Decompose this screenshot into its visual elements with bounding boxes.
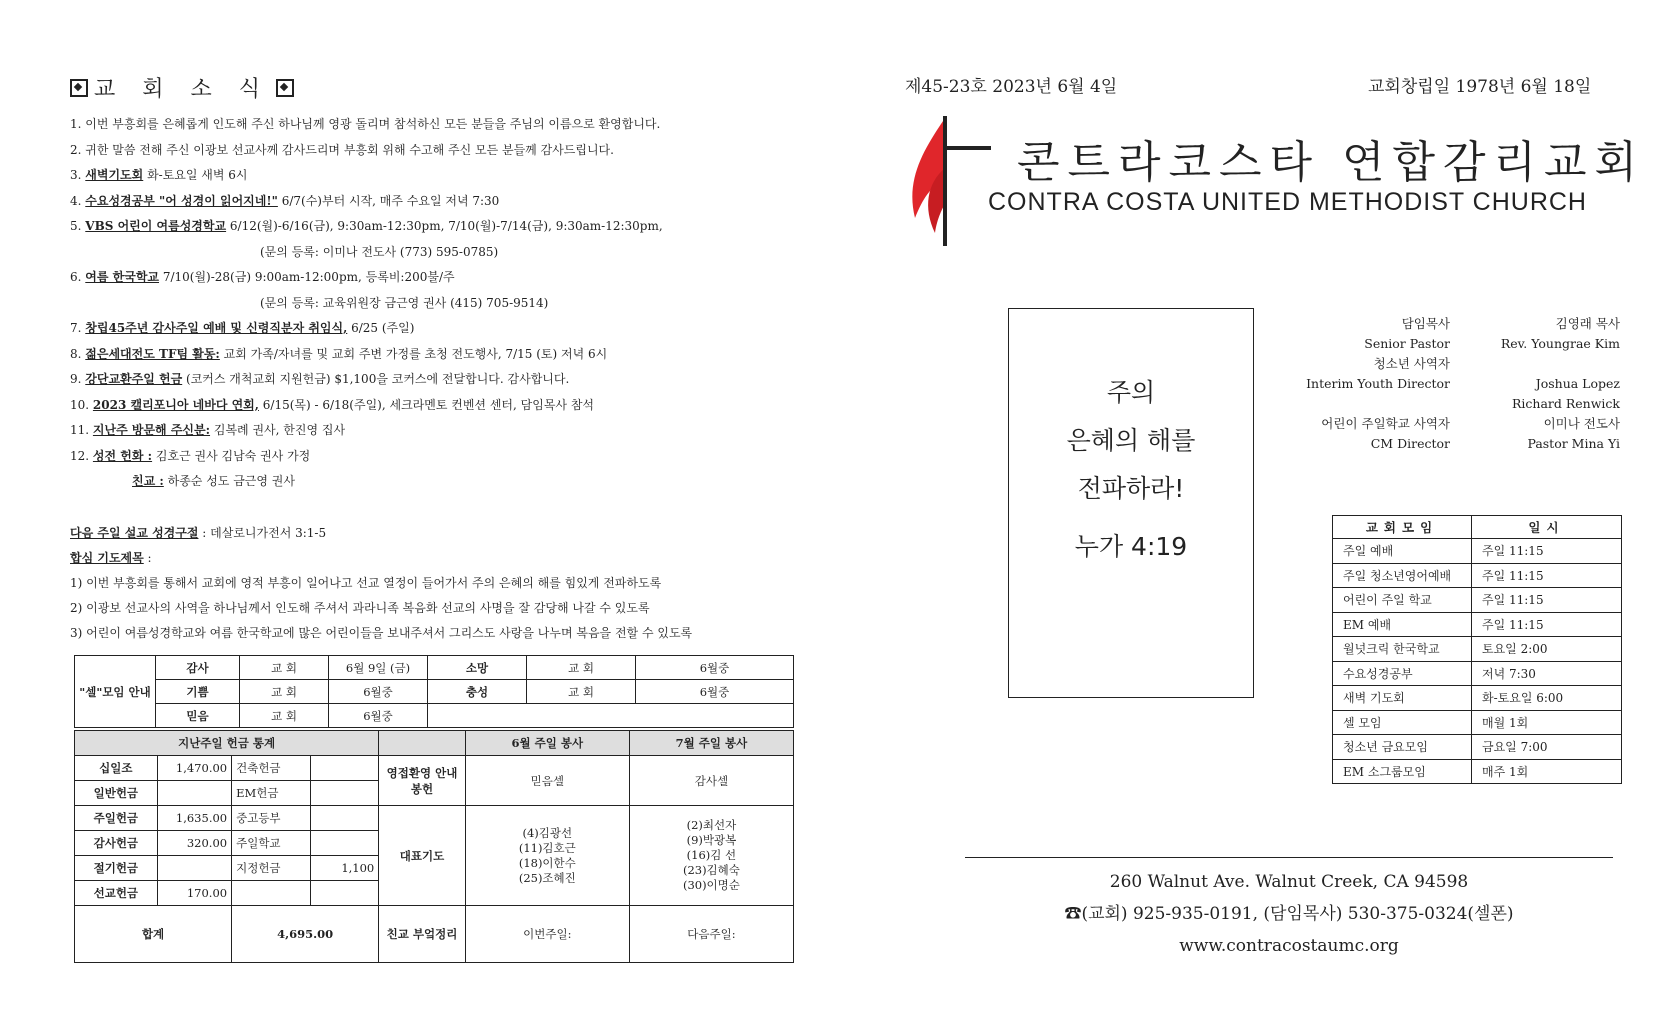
prayer-june-item: (11)김호근 — [518, 840, 576, 855]
usher-label: 영접환영 안내봉헌 — [379, 756, 466, 806]
cell: 1,100 — [311, 856, 379, 881]
news-text: (문의 등록: 교육위원장 금근영 권사 (415) 705-9514) — [260, 295, 549, 310]
news-title: VBS 어린이 여름성경학교 — [85, 219, 227, 233]
staff-row — [1280, 414, 1620, 434]
news-item — [70, 265, 810, 291]
news-item — [70, 316, 810, 342]
cell: 감사 — [156, 656, 240, 680]
meetings-col1: 교회모임 — [1333, 516, 1472, 539]
small-group-title: "셀"모임 안내 — [75, 656, 156, 728]
staff-role: CM Director — [1370, 436, 1450, 451]
news-text: 교회 가족/자녀를 및 교회 주변 가정를 초청 전도행사, 7/15 (토) 저녁 6시 — [219, 346, 608, 361]
cell — [311, 756, 379, 781]
meetings-col2: 일시 — [1472, 516, 1622, 539]
meeting-row — [1333, 759, 1622, 784]
theme-box — [1008, 308, 1254, 698]
meeting-time: 매주 1회 — [1472, 759, 1622, 784]
news-item — [70, 469, 810, 495]
staff-role — [1280, 394, 1450, 414]
cell: 소망 — [428, 656, 527, 680]
staff-name — [1450, 354, 1620, 374]
cell: 교 회 — [527, 656, 636, 680]
next-sermon-label: 다음 주일 설교 성경구절 — [70, 526, 199, 540]
meeting-name: 어린이 주일 학교 — [1333, 588, 1472, 613]
news-number: 10. — [70, 397, 90, 412]
cell — [157, 781, 231, 806]
news-title: 새벽기도회 — [85, 168, 144, 182]
news-number: 5. — [70, 219, 82, 233]
june-title: 6월 주일 봉사 — [465, 731, 629, 756]
cell — [311, 806, 379, 831]
cell: 6월중 — [636, 656, 794, 680]
total-label: 합계 — [75, 906, 232, 963]
news-title: 수요성경공부 "어 성경이 읽어지네!" — [85, 193, 278, 208]
meeting-time: 매월 1회 — [1472, 710, 1622, 735]
cell: 충성 — [428, 680, 527, 704]
news-title: 창립45주년 감사주일 예배 및 신령직분자 취임식, — [85, 321, 348, 335]
cell: 지정헌금 — [232, 856, 311, 881]
staff-row — [1280, 374, 1620, 394]
news-number: 4. — [70, 193, 82, 208]
theme-verse: 누가 4:19 — [1074, 532, 1188, 561]
meeting-time: 토요일 2:00 — [1472, 637, 1622, 662]
meetings-table — [1332, 515, 1622, 784]
small-group-table — [74, 655, 794, 728]
cell — [311, 881, 379, 906]
meeting-name: EM 소그룹모임 — [1333, 759, 1472, 784]
news-title: 2023 캘리포니아 네바다 연회, — [92, 397, 259, 412]
cell: 교 회 — [240, 704, 329, 728]
next-sermon-passage: : 데살로니가전서 3:1-5 — [198, 526, 327, 540]
news-item — [70, 342, 810, 368]
theme-line: 주의 — [1106, 378, 1156, 407]
news-number: 7. — [70, 321, 82, 335]
prayer-july-item: (2)최선자 — [686, 818, 737, 832]
meeting-name: 새벽 기도회 — [1333, 686, 1472, 711]
news-title: 젊은세대전도 TF팀 활동: — [85, 346, 220, 361]
news-title: 강단교환주일 헌금 — [85, 372, 183, 386]
cell: 주일헌금 — [75, 806, 158, 831]
news-heading-text: 교 회 소 식 — [94, 77, 270, 102]
meeting-time: 금요일 7:00 — [1472, 735, 1622, 760]
staff-list — [1280, 314, 1620, 454]
meeting-name: 셀 모임 — [1333, 710, 1472, 735]
cell: 1,635.00 — [157, 806, 231, 831]
theme-line: 전파하라! — [1077, 474, 1185, 503]
cell — [311, 781, 379, 806]
next-sermon — [70, 521, 810, 546]
meeting-time: 주일 11:15 — [1472, 539, 1622, 564]
staff-name: Rev. Youngrae Kim — [1500, 336, 1620, 351]
news-text: (코커스 개척교회 지원헌금) $1,100을 코커스에 전달합니다. 감사합니다. — [182, 372, 570, 386]
cell: 중고등부 — [232, 806, 311, 831]
cell: 감사헌금 — [75, 831, 158, 856]
news-item — [70, 291, 810, 317]
cell: 절기헌금 — [75, 856, 158, 881]
news-list — [70, 112, 810, 495]
news-item — [70, 393, 810, 419]
cell: 1,470.00 — [157, 756, 231, 781]
staff-row — [1280, 434, 1620, 454]
meeting-row — [1333, 686, 1622, 711]
staff-row — [1280, 354, 1620, 374]
news-item — [70, 112, 810, 138]
blank-header — [379, 731, 466, 756]
meeting-row — [1333, 710, 1622, 735]
usher-june: 믿음셀 — [465, 756, 629, 806]
cell: 6월 9일 (금) — [329, 656, 428, 680]
news-item — [70, 138, 810, 164]
news-heading — [70, 72, 294, 103]
staff-role: 청소년 사역자 — [1373, 356, 1450, 371]
offering-title: 지난주일 헌금 통계 — [75, 731, 379, 756]
church-name-ko: 콘트라코스타 연합감리교회 — [1017, 137, 1646, 188]
cell: 170.00 — [157, 881, 231, 906]
prayer-heading — [70, 546, 810, 571]
meeting-name: 청소년 금요모임 — [1333, 735, 1472, 760]
prayer-item: 1) 이번 부흥회를 통해서 교회에 영적 부흥이 일어나고 선교 열정이 들어가서 주의 은혜의 해를 힘있게 전파하도록 — [70, 576, 662, 590]
diamond-icon — [276, 79, 294, 97]
cell: 건축헌금 — [232, 756, 311, 781]
staff-name: 이미나 전도사 — [1543, 416, 1620, 431]
cell: 320.00 — [157, 831, 231, 856]
founded-date: 교회창립일 1978년 6월 18일 — [1368, 77, 1592, 97]
news-number: 8. — [70, 346, 82, 361]
news-number: 9. — [70, 372, 82, 386]
staff-row — [1280, 394, 1620, 414]
news-item — [70, 240, 810, 266]
cell — [311, 831, 379, 856]
news-text: 6/7(수)부터 시작, 매주 수요일 저녁 7:30 — [277, 193, 500, 208]
prayer-june-item: (18)이한수 — [518, 855, 576, 870]
staff-name: Joshua Lopez — [1535, 376, 1620, 391]
meeting-name: 수요성경공부 — [1333, 661, 1472, 686]
news-number: 1. — [70, 117, 82, 131]
meeting-row — [1333, 563, 1622, 588]
meeting-name: 주일 예배 — [1333, 539, 1472, 564]
address: 260 Walnut Ave. Walnut Creek, CA 94598 — [1109, 872, 1469, 892]
meeting-time: 주일 11:15 — [1472, 612, 1622, 637]
prayer-june-item: (4)김광선 — [522, 825, 573, 840]
church-name-en: CONTRA COSTA UNITED METHODIST CHURCH — [988, 188, 1587, 216]
news-item — [70, 444, 810, 470]
prayer-july-item: (23)김혜숙 — [682, 863, 740, 877]
july-title: 7월 주일 봉사 — [629, 731, 793, 756]
diamond-icon — [70, 79, 88, 97]
meeting-row — [1333, 539, 1622, 564]
cell: 교 회 — [240, 680, 329, 704]
news-text: 6/15(목) - 6/18(주일), 세크라멘토 컨벤션 센터, 담임목사 참석 — [258, 397, 595, 412]
news-title: 여름 한국학교 — [85, 270, 160, 284]
prayer-july-item: (16)김 선 — [686, 848, 737, 862]
divider — [965, 857, 1613, 858]
prayer-item: 2) 이광보 선교사의 사역을 하나님께서 인도해 주셔서 과라니족 복음화 선교의 사명을 잘 감당해 나갈 수 있도록 — [70, 601, 650, 615]
cell: 교 회 — [240, 656, 329, 680]
news-number: 3. — [70, 168, 82, 182]
news-number: 11. — [70, 423, 90, 437]
news-text: 귀한 말씀 전해 주신 이광보 선교사께 감사드리며 부흥회 위해 수고해 주신 모든 분들께 감사드립니다. — [85, 142, 614, 157]
news-title: 성전 헌화 : — [92, 448, 153, 463]
website[interactable]: www.contracostaumc.org — [1179, 936, 1399, 956]
contact-info — [965, 866, 1613, 962]
news-title: 지난주 방문해 주신분: — [92, 423, 211, 437]
meeting-name: 주일 청소년영어예배 — [1333, 563, 1472, 588]
total-value: 4,695.00 — [232, 906, 379, 963]
meeting-time: 저녁 7:30 — [1472, 661, 1622, 686]
news-item — [70, 163, 810, 189]
staff-name: Pastor Mina Yi — [1527, 436, 1620, 451]
meeting-time: 화-토요일 6:00 — [1472, 686, 1622, 711]
news-text: (문의 등록: 이미나 전도사 (773) 595-0785) — [260, 244, 499, 259]
meeting-row — [1333, 637, 1622, 662]
news-text: 이번 부흥회를 은혜롭게 인도해 주신 하나님께 영광 돌리며 참석하신 모든 분들을 주님의 이름으로 환영합니다. — [85, 117, 661, 131]
staff-role: 담임목사 — [1401, 316, 1450, 331]
offering-table — [74, 730, 794, 963]
meeting-name: EM 예배 — [1333, 612, 1472, 637]
news-text: 하종순 성도 금근영 권사 — [163, 474, 295, 488]
prayer-june — [465, 806, 629, 906]
meeting-name: 월넛크릭 한국학교 — [1333, 637, 1472, 662]
cross-vertical — [943, 116, 947, 246]
usher-july: 감사셀 — [629, 756, 793, 806]
news-text: 김호근 권사 김남숙 권사 가정 — [152, 448, 311, 463]
news-item — [70, 214, 810, 240]
prayer-june-item: (25)조혜진 — [518, 870, 576, 885]
meeting-row — [1333, 661, 1622, 686]
news-item — [70, 418, 810, 444]
cell: 십일조 — [75, 756, 158, 781]
cell: 기쁨 — [156, 680, 240, 704]
news-text: 김복례 권사, 한진영 집사 — [210, 423, 346, 437]
cell: 교 회 — [527, 680, 636, 704]
fellowship-label: 친교 부엌정리 — [379, 906, 466, 963]
fellowship-july: 다음주일: — [629, 906, 793, 963]
cell: 선교헌금 — [75, 881, 158, 906]
cell: 6월중 — [636, 680, 794, 704]
cell — [157, 856, 231, 881]
prayer-colon: : — [143, 551, 152, 565]
cell: 주일학교 — [232, 831, 311, 856]
cross-flame-logo — [905, 108, 993, 248]
cross-horizontal — [945, 146, 991, 150]
cell: 일반헌금 — [75, 781, 158, 806]
cell — [232, 881, 311, 906]
cell: 6월중 — [329, 704, 428, 728]
staff-role: 어린이 주일학교 사역자 — [1321, 416, 1450, 431]
issue-number: 제45-23호 2023년 6월 4일 — [905, 77, 1118, 97]
prayer-label: 합심 기도제목 — [70, 551, 144, 565]
news-number: 12. — [70, 448, 90, 463]
news-item — [70, 189, 810, 215]
meeting-time: 주일 11:15 — [1472, 588, 1622, 613]
sermon-section — [70, 521, 810, 646]
fellowship-june: 이번주일: — [465, 906, 629, 963]
news-text: 7/10(월)-28(금) 9:00am-12:00pm, 등록비:200불/주 — [159, 270, 455, 284]
news-text: 6/25 (주일) — [347, 321, 415, 335]
staff-name: 김영래 목사 — [1555, 316, 1620, 331]
prayer-july — [629, 806, 793, 906]
news-number: 6. — [70, 270, 82, 284]
meeting-row — [1333, 735, 1622, 760]
staff-role: Senior Pastor — [1364, 336, 1450, 351]
staff-name: Richard Renwick — [1512, 396, 1620, 411]
staff-role: Interim Youth Director — [1306, 376, 1450, 391]
news-number: 2. — [70, 142, 82, 157]
prayer-item: 3) 어린이 여름성경학교와 여름 한국학교에 많은 어린이들을 보내주셔서 그리스도 사랑을 나누며 복음을 전할 수 있도록 — [70, 626, 693, 640]
news-text: 6/12(월)-6/16(금), 9:30am-12:30pm, 7/10(월)-7/14(금), 9:30am-12:30pm, — [226, 219, 663, 233]
theme-line: 은혜의 해를 — [1066, 426, 1196, 455]
news-title: 친교 : — [132, 474, 164, 488]
prayer-july-item: (9)박광복 — [686, 833, 737, 847]
staff-row — [1280, 334, 1620, 354]
meeting-row — [1333, 588, 1622, 613]
meeting-time: 주일 11:15 — [1472, 563, 1622, 588]
staff-row — [1280, 314, 1620, 334]
cell: EM헌금 — [232, 781, 311, 806]
cell — [428, 704, 794, 728]
prayer-leader-label: 대표기도 — [379, 806, 466, 906]
cell: 6월중 — [329, 680, 428, 704]
phone: ☎(교회) 925-935-0191, (담임목사) 530-375-0324(셀폰) — [1064, 904, 1514, 924]
news-text: 화-토요일 새벽 6시 — [143, 168, 248, 182]
meeting-row — [1333, 612, 1622, 637]
cell: 믿음 — [156, 704, 240, 728]
prayer-july-item: (30)이명순 — [682, 878, 740, 892]
news-item — [70, 367, 810, 393]
